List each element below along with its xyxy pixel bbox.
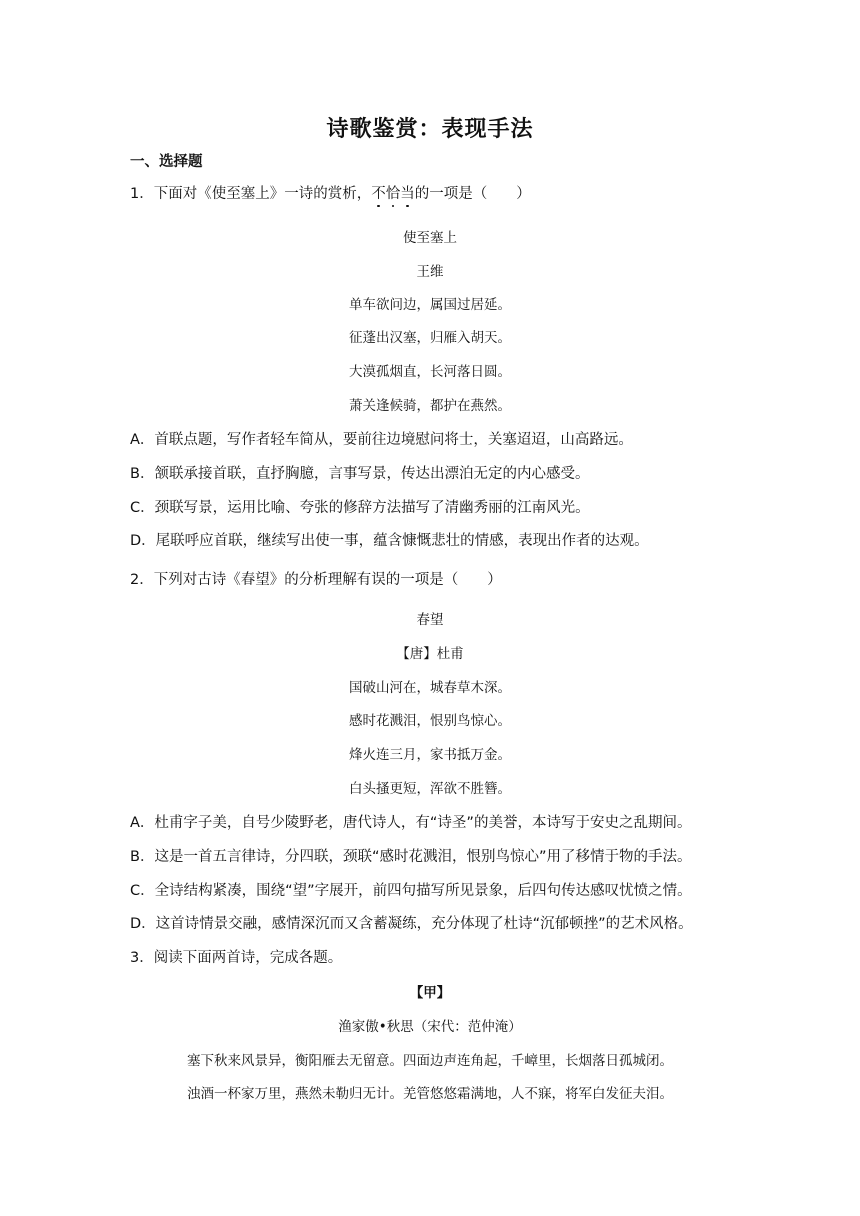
poem-3-line: 塞下秋来风景异，衡阳雁去无留意。四面边声连角起，千嶂里，长烟落日孤城闭。 xyxy=(187,1053,673,1069)
poem-1-line: 单车欲问边，属国过居延。 xyxy=(349,297,511,313)
poem-1-author: 王维 xyxy=(416,264,444,280)
question-2-option-a: A．杜甫字子美，自号少陵野老，唐代诗人，有“诗圣”的美誉，本诗写于安史之乱期间。 xyxy=(130,815,692,831)
poem-2-title: 春望 xyxy=(416,612,444,628)
question-2-stem: 2．下列对古诗《春望》的分析理解有误的一项是（ ） xyxy=(130,572,502,588)
question-3-stem: 3．阅读下面两首诗，完成各题。 xyxy=(130,950,343,966)
poem-1-line: 萧关逢候骑，都护在燕然。 xyxy=(349,398,511,414)
poem-3-label: 【甲】 xyxy=(409,985,451,1001)
question-1-option-a: A．首联点题，写作者轻车简从，要前往边境慰问将士，关塞迢迢，山高路远。 xyxy=(130,432,633,448)
question-2-option-d: D．这首诗情景交融，感情深沉而又含蓄凝练，充分体现了杜诗“沉郁顿挫”的艺术风格。 xyxy=(130,916,693,932)
poem-2-author: 【唐】杜甫 xyxy=(396,646,464,662)
question-1-option-c: C．颈联写景，运用比喻、夸张的修辞方法描写了清幽秀丽的江南风光。 xyxy=(130,500,590,516)
section-heading: 一、选择题 xyxy=(130,154,203,170)
poem-1-line: 大漠孤烟直，长河落日圆。 xyxy=(349,364,511,380)
poem-2-line: 白头搔更短，浑欲不胜簪。 xyxy=(349,781,511,797)
poem-1-title: 使至塞上 xyxy=(403,230,457,246)
question-1-stem xyxy=(130,182,531,203)
poem-3-line: 浊酒一杯家万里，燕然未勒归无计。羌管悠悠霜满地，人不寐，将军白发征夫泪。 xyxy=(187,1086,673,1102)
question-1-option-b: B．颔联承接首联，直抒胸臆，言事写景，传达出漂泊无定的内心感受。 xyxy=(130,466,590,482)
question-2-option-c: C．全诗结构紧凑，围绕“望”字展开，前四句描写所见景象，后四句传达感叹忧愤之情。 xyxy=(130,883,692,899)
emphasis-dot-char: 恰 xyxy=(385,186,401,202)
poem-3-title: 渔家傲•秋思（宋代：范仲淹） xyxy=(338,1019,522,1035)
emphasis-dot-char: 当 xyxy=(400,186,415,202)
emphasis-dot-char: 不 xyxy=(371,186,386,202)
poem-2-line: 感时花溅泪，恨别鸟惊心。 xyxy=(349,713,511,729)
question-1-option-d: D．尾联呼应首联，继续写出使一事，蕴含慷慨悲壮的情感，表现出作者的达观。 xyxy=(130,533,649,549)
question-1-stem-pre: 1．下面对《使至塞上》一诗的赏析， xyxy=(130,186,372,202)
question-1-stem-post: 的一项是（ ） xyxy=(414,186,531,202)
poem-2-line: 烽火连三月，家书抵万金。 xyxy=(349,747,511,763)
question-2-option-b: B．这是一首五言律诗，分四联，颈联“感时花溅泪，恨别鸟惊心”用了移情于物的手法。 xyxy=(130,849,692,865)
poem-2-line: 国破山河在，城春草木深。 xyxy=(349,680,511,696)
document-title: 诗歌鉴赏：表现手法 xyxy=(326,117,534,142)
poem-1-line: 征蓬出汉塞，归雁入胡天。 xyxy=(349,330,511,346)
